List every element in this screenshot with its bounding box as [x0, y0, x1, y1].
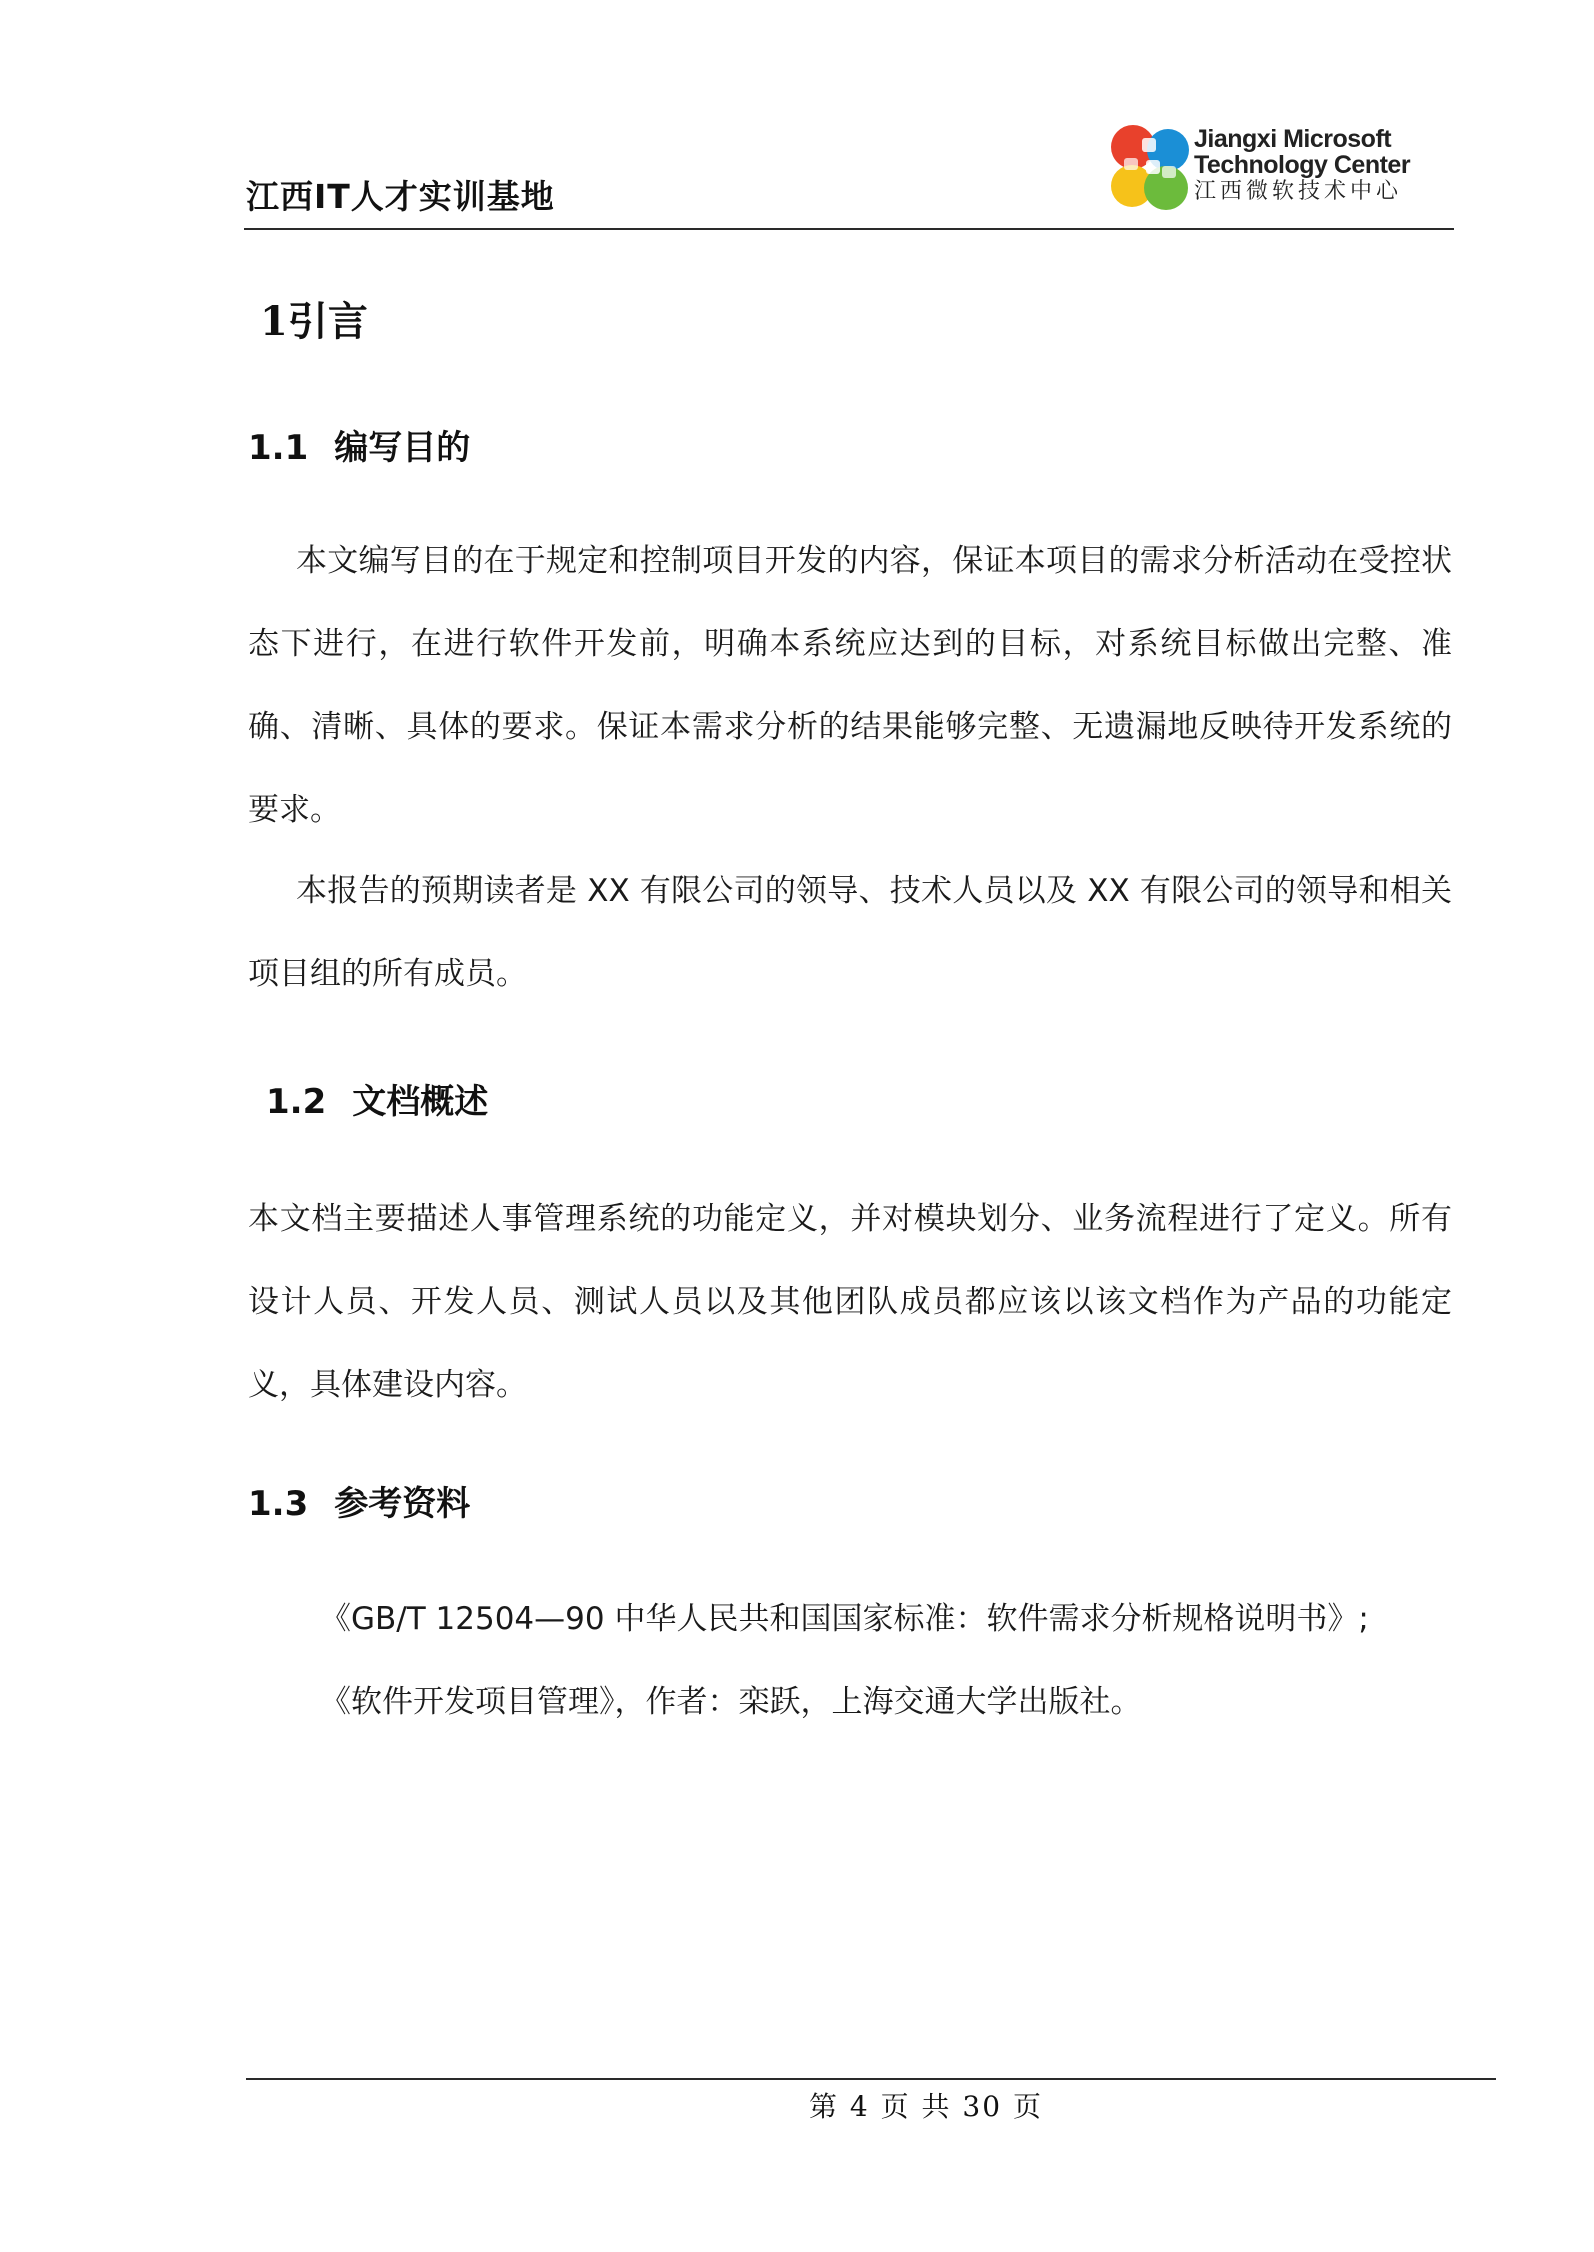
reference-item: 《软件开发项目管理》，作者：栾跃，上海交通大学出版社。 — [320, 1684, 1142, 1720]
heading-number: 1.1 — [248, 428, 309, 468]
footer-rule — [246, 2078, 1496, 2080]
paragraph-overview: 本文档主要描述人事管理系统的功能定义，并对模块划分、业务流程进行了定义。所有设计人员、开发人员、测试人员以及其他团队成员都应该以该文档作为产品的功能定义，具体建设内容。 — [248, 1201, 1452, 1403]
jiangxi-microsoft-logo — [1106, 120, 1436, 216]
heading-1-1 — [248, 420, 470, 469]
heading-text: 参考资料 — [334, 1484, 471, 1524]
logo-text-cn: 江西微软技术中心 — [1194, 179, 1403, 204]
paragraph-purpose: 本文编写目的在于规定和控制项目开发的内容，保证本项目的需求分析活动在受控状态下进行，在进行软件开发前，明确本系统应达到的目标，对系统目标做出完整、准确、清晰、具体的要求。保证本需求分析的结果能够完整、无遗漏地反映待开发系统的要求。 — [248, 543, 1452, 828]
page-header — [244, 110, 1454, 230]
reference-item: 《GB/T 12504—90 中华人民共和国国家标准：软件需求分析规格说明书》; — [320, 1601, 1369, 1637]
header-title: 江西IT人才实训基地 — [246, 177, 555, 216]
heading-text: 文档概述 — [352, 1082, 489, 1122]
heading-number: 1.3 — [248, 1484, 309, 1524]
logo-text-en-1: Jiangxi Microsoft — [1194, 125, 1392, 153]
page-number: 第 4 页 共 30 页 — [809, 2090, 1043, 2123]
paragraph-readers: 本报告的预期读者是 XX 有限公司的领导、技术人员以及 XX 有限公司的领导和相关项目组的所有成员。 — [248, 873, 1452, 992]
heading-number: 1.2 — [266, 1082, 327, 1122]
heading-1-3 — [248, 1476, 470, 1525]
heading-1-2 — [266, 1074, 488, 1123]
logo-mark-icon — [1106, 120, 1196, 216]
heading-text: 编写目的 — [334, 428, 471, 468]
heading-1-introduction: 1引言 — [260, 298, 368, 345]
logo-text-en-2: Technology Center — [1194, 151, 1411, 179]
